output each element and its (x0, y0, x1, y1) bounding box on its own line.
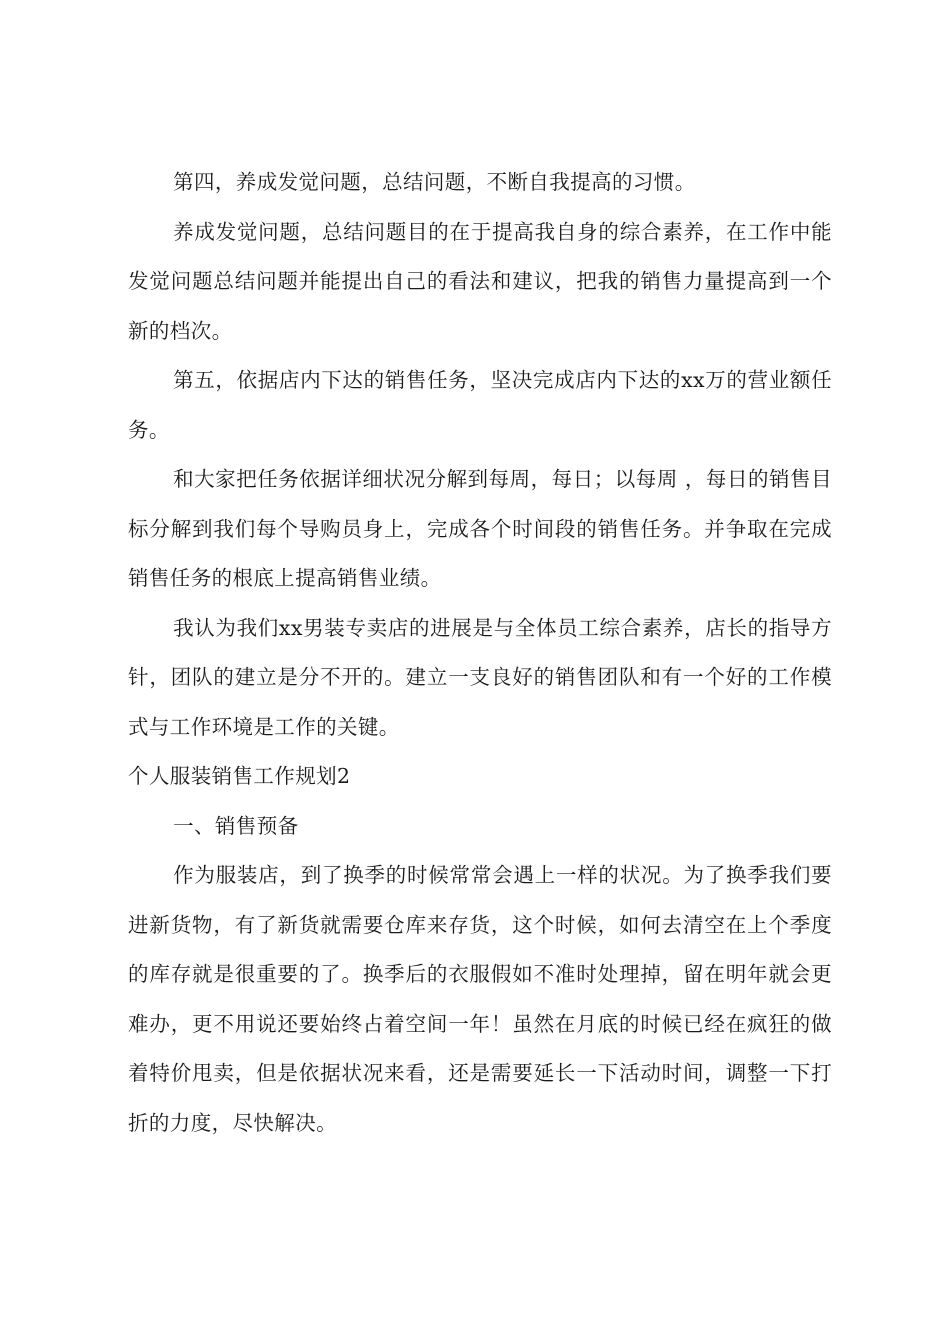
paragraph-point-five-detail: 和大家把任务依据详细状况分解到每周，每日；以每周 ，每日的销售目标分解到我们每个导购员身上，完成各个时间段的销售任务。并争取在完成销售任务的根底上提高销售业绩。 (128, 467, 832, 590)
paragraph-conclusion: 我认为我们xx男装专卖店的进展是与全体员工综合素养，店长的指导方针，团队的建立是分不开的。建立一支良好的销售团队和有一个好的工作模式与工作环境是工作的关键。 (128, 615, 832, 739)
document-body (128, 158, 832, 1148)
paragraph-sales-preparation: 作为服装店，到了换季的时候常常会遇上一样的状况。为了换季我们要进新货物，有了新货就需要仓库来存货，这个时候，如何去清空在上个季度的库存就是很重要的了。换季后的衣服假如不准时处理掉，留在明年就会更难办，更不用说还要始终占着空间一年！虽然在月底的时候已经在疯狂的做着特价甩卖，但是依据状况来看，还是需要延长一下活动时间，调整一下打折的力度，尽快解决。 (128, 863, 832, 1135)
paragraph-point-five: 第五，依据店内下达的销售任务，坚决完成店内下达的xx万的营业额任务。 (128, 368, 832, 442)
paragraph-point-four-detail: 养成发觉问题，总结问题目的在于提高我自身的综合素养，在工作中能发觉问题总结问题并能提出自己的看法和建议，把我的销售力量提高到一个新的档次。 (128, 219, 832, 343)
paragraph-point-four: 第四，养成发觉问题，总结问题，不断自我提高的习惯。 (173, 170, 696, 194)
section-subheading: 一、销售预备 (173, 813, 299, 838)
section-title: 个人服装销售工作规划2 (128, 764, 351, 788)
